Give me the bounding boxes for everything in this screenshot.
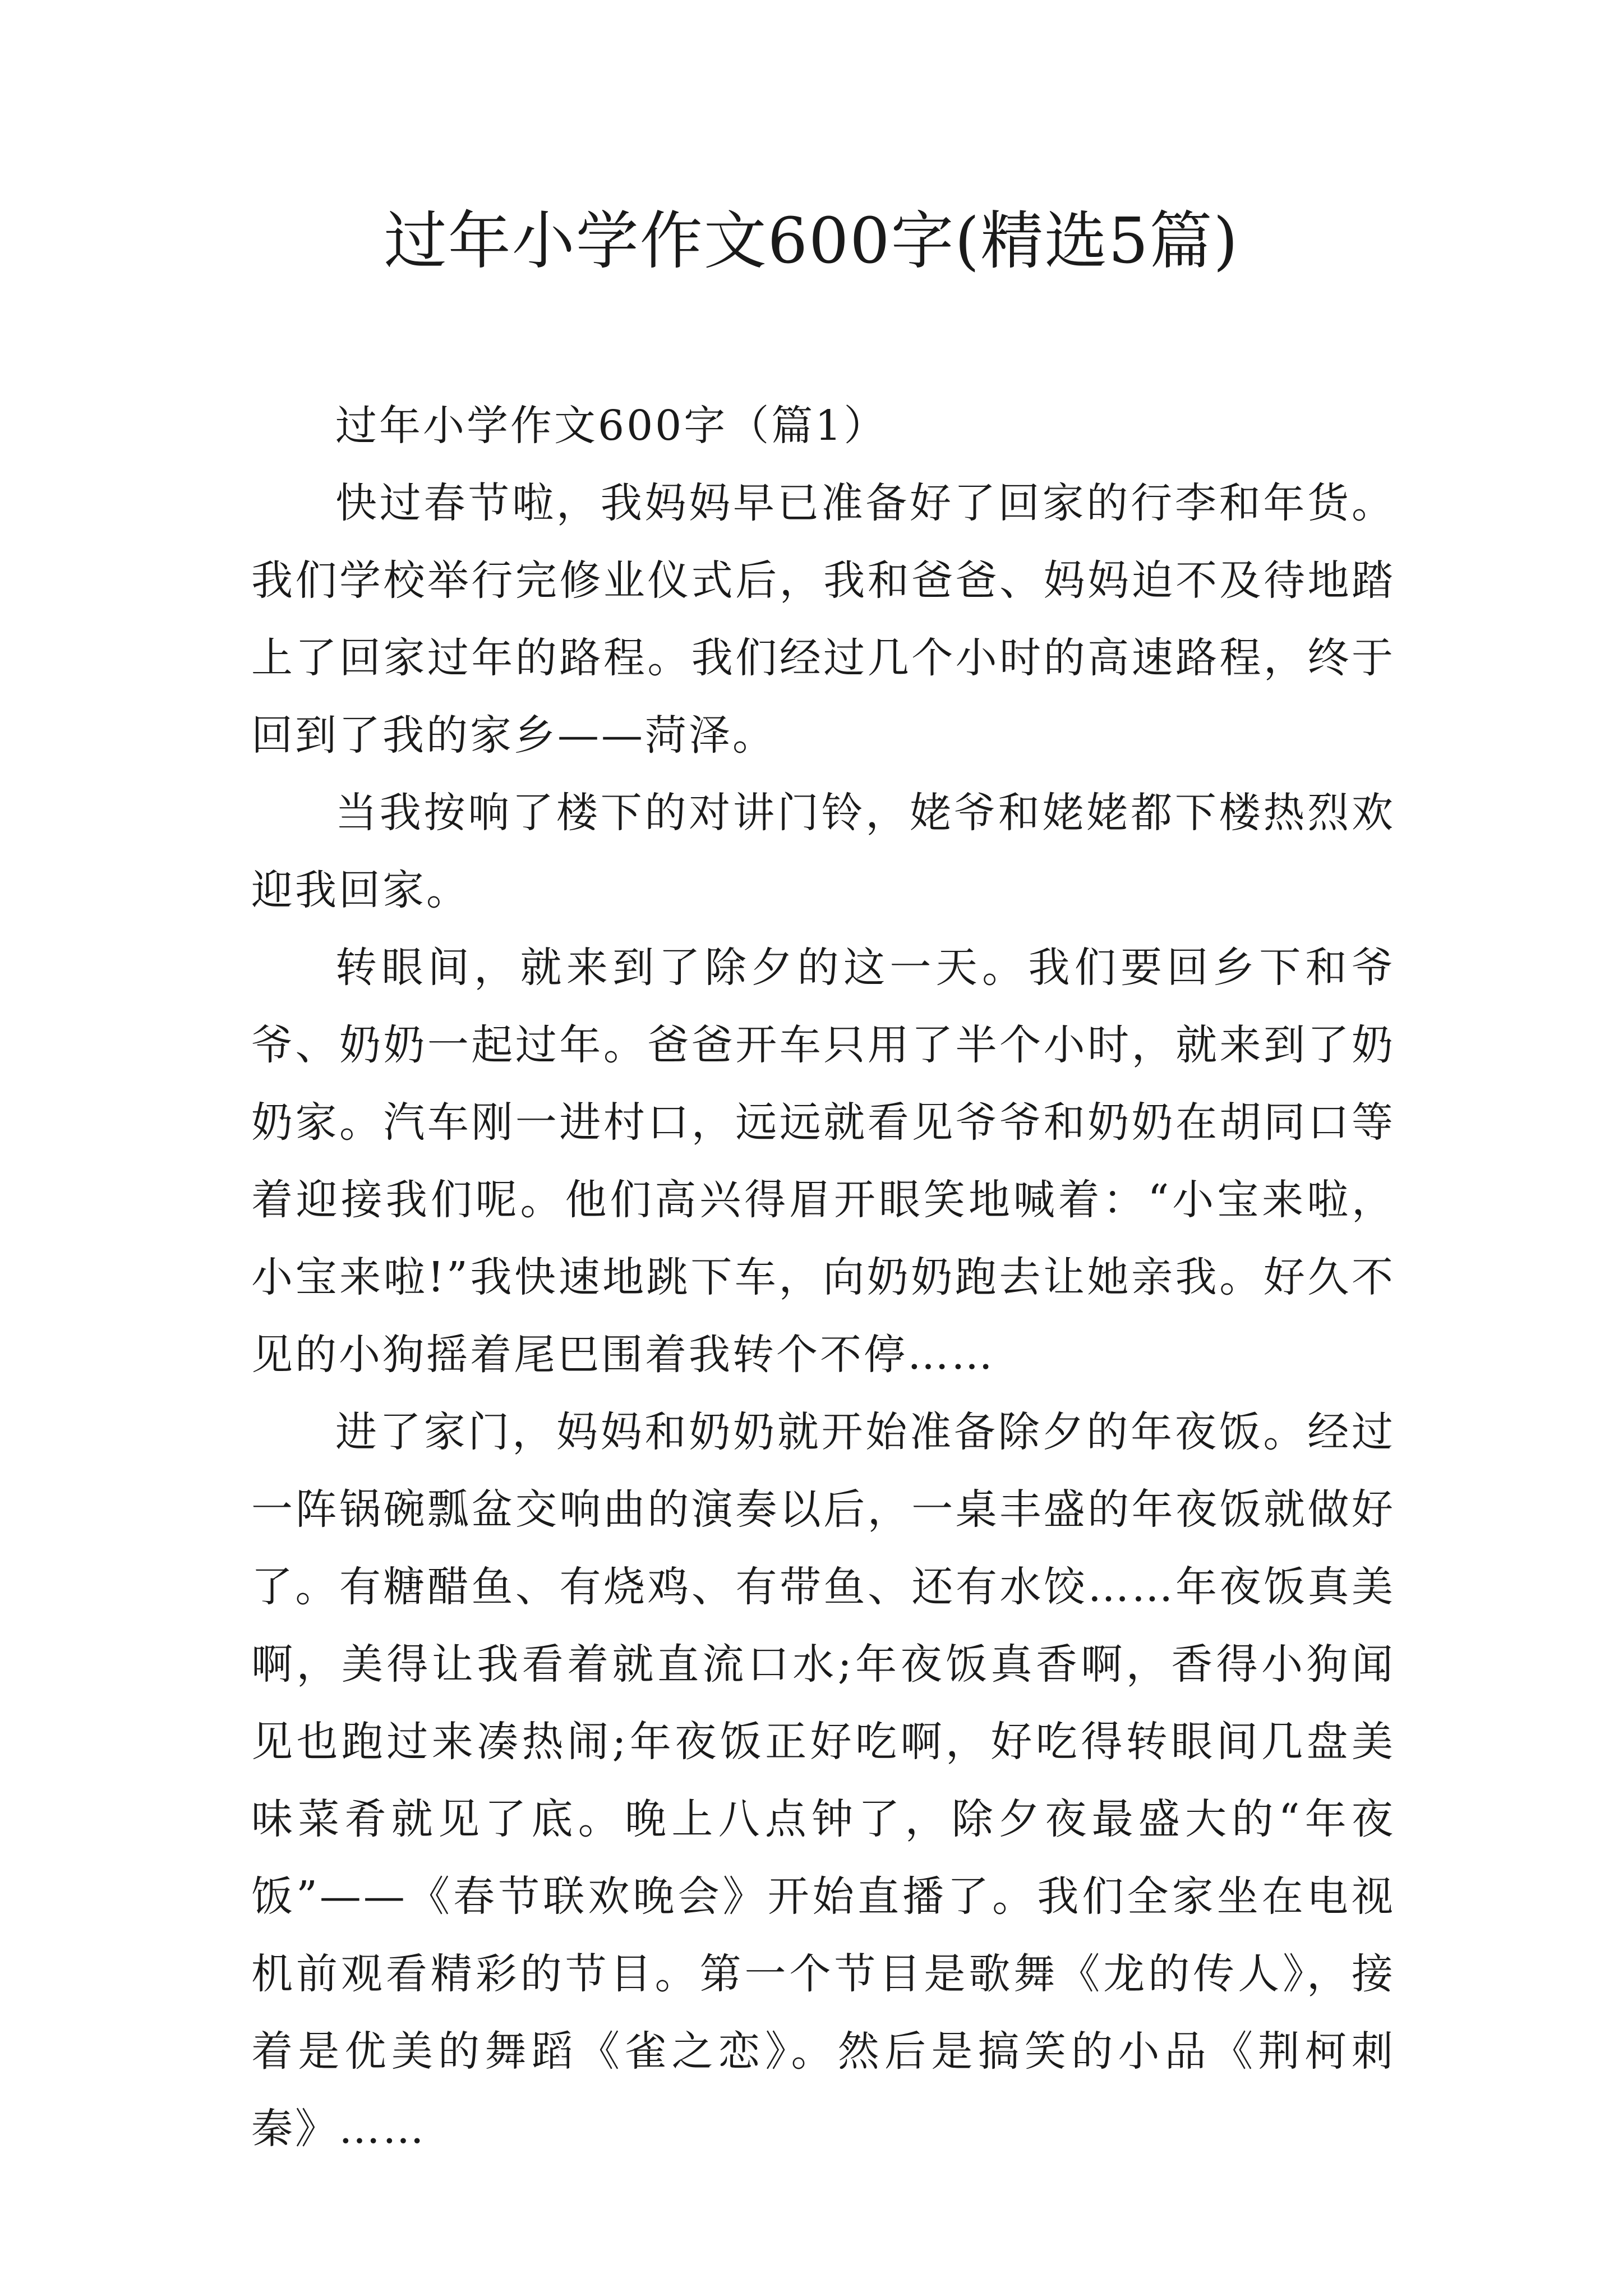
paragraph-2: 当我按响了楼下的对讲门铃，姥爷和姥姥都下楼热烈欢迎我回家。	[251, 789, 1395, 914]
paragraph-1: 快过春节啦，我妈妈早已准备好了回家的行李和年货。我们学校举行完修业仪式后，我和爸爸、妈妈迫不及待地踏上了回家过年的路程。我们经过几个小时的高速路程，终于回到了我的家乡——菏泽。	[251, 479, 1395, 760]
document-title: 过年小学作文600字(精选5篇)	[384, 205, 1239, 278]
paragraph-4: 进了家门，妈妈和奶奶就开始准备除夕的年夜饭。经过一阵锅碗瓢盆交响曲的演奏以后，一桌丰盛的年夜饭就做好了。有糖醋鱼、有烧鸡、有带鱼、还有水饺……年夜饭真美啊，美得让我看着就直流口水;年夜饭真香啊，香得小狗闻见也跑过来凑热闹;年夜饭正好吃啊，好吃得转眼间几盘美味菜肴就见了底。晚上八点钟了，除夕夜最盛大的“年夜饭”——《春节联欢晚会》开始直播了。我们全家坐在电视机前观看精彩的节目。第一个节目是歌舞《龙的传人》，接着是优美的舞蹈《雀之恋》。然后是搞笑的小品《荆柯刺秦》……	[251, 1408, 1395, 2153]
document-body	[251, 387, 1395, 2168]
section-heading: 过年小学作文600字（篇1）	[335, 402, 888, 450]
paragraph-3: 转眼间，就来到了除夕的这一天。我们要回乡下和爷爷、奶奶一起过年。爸爸开车只用了半个小时，就来到了奶奶家。汽车刚一进村口，远远就看见爷爷和奶奶在胡同口等着迎接我们呢。他们高兴得眉开眼笑地喊着：“小宝来啦，小宝来啦!”我快速地跳下车，向奶奶跑去让她亲我。好久不见的小狗摇着尾巴围着我转个不停……	[251, 944, 1395, 1379]
